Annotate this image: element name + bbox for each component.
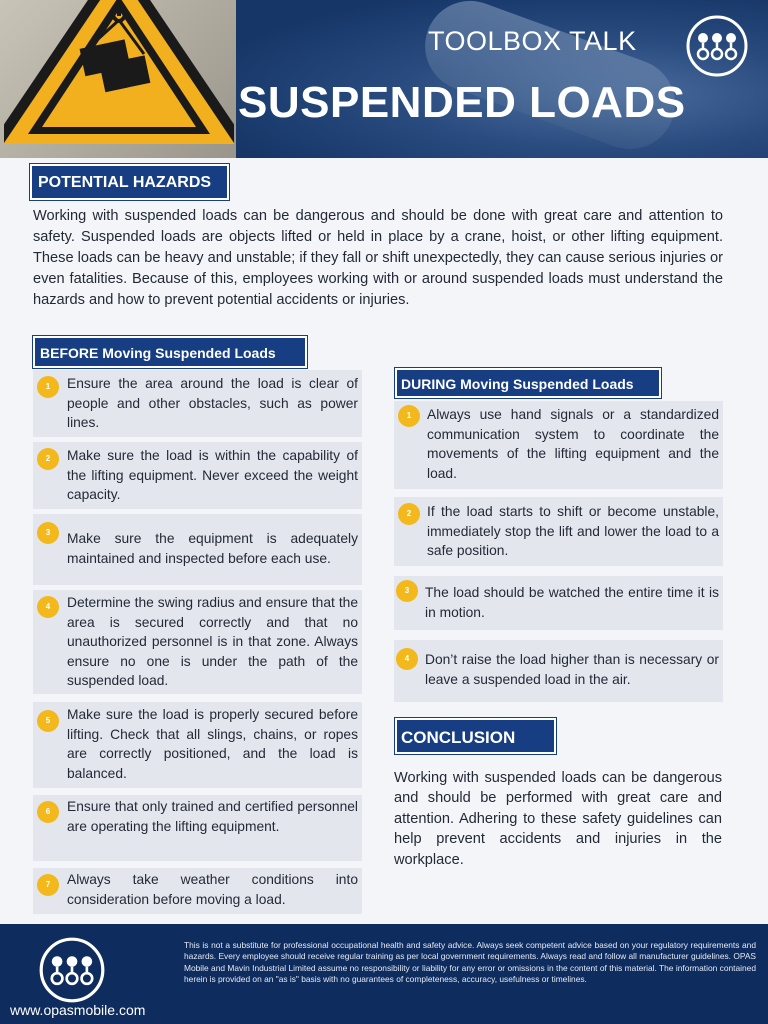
potential-hazards-text: Working with suspended loads can be dangerous and should be done with great care and attention to safety. Suspended loads are objects lifted or held in place by a crane, hoist, or other lifting equipment. These loads can be heavy and unstable; if they fall or shift unexpectedly, they can cause serious injuries or even fatalities. Because of this, employees working with or around suspended loads must understand the hazards and how to prevent potential accidents or injuries. bbox=[33, 208, 723, 308]
step-number-badge: 5 bbox=[37, 710, 59, 732]
step-number-badge: 2 bbox=[37, 448, 59, 470]
potential-hazards-heading: POTENTIAL HAZARDS bbox=[30, 164, 229, 200]
before-step-3-text: Make sure the equipment is adequately maintained and inspected before each use. bbox=[67, 531, 358, 566]
during-step-2 bbox=[394, 497, 723, 566]
before-step-7 bbox=[33, 868, 362, 914]
conclusion-heading: CONCLUSION bbox=[395, 718, 556, 754]
during-step-2-text: If the load starts to shift or become unstable, immediately stop the lift and lower the load to a safe position. bbox=[427, 504, 719, 558]
conclusion-text: Working with suspended loads can be dangerous and should be performed with great care and attention. Adhering to these safety guidelines can help prevent accidents and injuries in the workplace. bbox=[394, 770, 722, 868]
step-number-badge: 1 bbox=[37, 376, 59, 398]
before-step-1-text: Ensure the area around the load is clear of people and other obstacles, such as power lines. bbox=[67, 376, 358, 430]
before-step-5 bbox=[33, 702, 362, 788]
footer bbox=[0, 924, 768, 1024]
during-step-3 bbox=[394, 576, 723, 630]
header-banner bbox=[0, 0, 768, 158]
during-heading: DURING Moving Suspended Loads bbox=[395, 368, 661, 398]
suspended-load-warning-sign-icon bbox=[4, 0, 234, 144]
before-step-4 bbox=[33, 590, 362, 694]
during-step-3-text: The load should be watched the entire time it is in motion. bbox=[425, 585, 719, 620]
page-title: SUSPENDED LOADS bbox=[238, 78, 686, 127]
before-step-5-text: Make sure the load is properly secured before lifting. Check that all slings, chains, or ropes are correctly positioned, and the load is balanced. bbox=[67, 707, 358, 781]
before-step-2-text: Make sure the load is within the capability of the lifting equipment. Never exceed the weight capacity. bbox=[67, 448, 358, 502]
opas-mobile-logo-icon bbox=[38, 936, 106, 1004]
step-number-badge: 7 bbox=[37, 874, 59, 896]
before-step-6-text: Ensure that only trained and certified personnel are operating the lifting equipment. bbox=[67, 799, 358, 834]
before-step-2 bbox=[33, 442, 362, 509]
before-step-3 bbox=[33, 514, 362, 585]
during-step-1-text: Always use hand signals or a standardized communication system to coordinate the movements of the lifting equipment and the load. bbox=[427, 407, 719, 481]
during-step-4 bbox=[394, 640, 723, 702]
before-step-1 bbox=[33, 370, 362, 437]
disclaimer-text: This is not a substitute for professional occupational health and safety advice. Always seek competent advice based on your regulatory requirements and hazards. Every employee should receive regular training as per local government requirements. Always read and follow all manufacturer guidelines. OPAS Mobile and Mavin Industrial Limited assume no responsibility or liability for any error or omissions in the content of this material. The information contained herein is provided on an "as is" basis with no guarantees of completeness, accuracy, usefulness or timelines. bbox=[184, 940, 756, 984]
step-number-badge: 4 bbox=[37, 596, 59, 618]
step-number-badge: 4 bbox=[396, 648, 418, 670]
step-number-badge: 6 bbox=[37, 801, 59, 823]
during-step-1 bbox=[394, 401, 723, 489]
header-eyebrow: TOOLBOX TALK bbox=[428, 26, 637, 56]
step-number-badge: 3 bbox=[396, 580, 418, 602]
during-step-4-text: Don’t raise the load higher than is necessary or leave a suspended load in the air. bbox=[425, 652, 719, 687]
step-number-badge: 2 bbox=[398, 503, 420, 525]
opas-mobile-logo-icon bbox=[685, 14, 749, 78]
website-link[interactable]: www.opasmobile.com bbox=[10, 1002, 146, 1018]
before-step-6 bbox=[33, 795, 362, 861]
before-step-7-text: Always take weather conditions into consideration before moving a load. bbox=[67, 872, 358, 907]
before-heading: BEFORE Moving Suspended Loads bbox=[33, 336, 307, 368]
step-number-badge: 3 bbox=[37, 522, 59, 544]
step-number-badge: 1 bbox=[398, 405, 420, 427]
before-step-4-text: Determine the swing radius and ensure that the area is secured correctly and that no unauthorized personnel is in that zone. Always ensure no one is under the path of the suspended load. bbox=[67, 595, 358, 688]
